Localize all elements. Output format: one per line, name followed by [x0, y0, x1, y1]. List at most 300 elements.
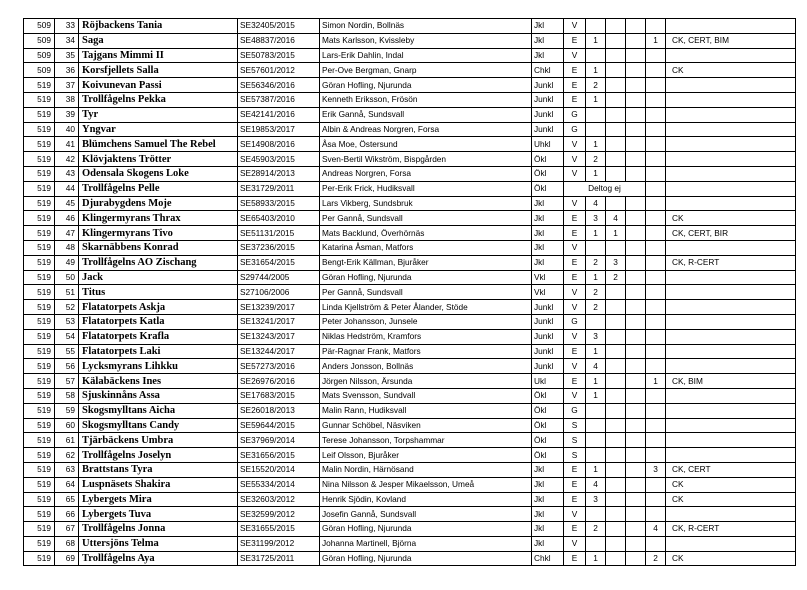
empty-cell: [626, 374, 646, 389]
show-class-cell: Jkl: [532, 211, 564, 226]
placement-cell: 1: [606, 226, 626, 241]
class-cell: 509: [24, 63, 55, 78]
placement-cell: [586, 240, 606, 255]
grade-cell: E: [564, 33, 586, 48]
catalog-number-cell: 50: [55, 270, 79, 285]
registration-cell: SE59644/2015: [238, 418, 320, 433]
catalog-number-cell: 47: [55, 226, 79, 241]
placement-cell: 2: [586, 152, 606, 167]
class-cell: 519: [24, 477, 55, 492]
placement-cell: 1: [586, 374, 606, 389]
placement-cell: [606, 300, 626, 315]
registration-cell: SE26976/2016: [238, 374, 320, 389]
class-cell: 519: [24, 388, 55, 403]
placement-cell: [606, 359, 626, 374]
grade-cell: E: [564, 344, 586, 359]
empty-cell: [626, 211, 646, 226]
best-of-sex-cell: 1: [646, 33, 666, 48]
table-row: [24, 314, 796, 329]
owner-cell: Simon Nordin, Bollnäs: [320, 19, 532, 34]
best-of-sex-cell: [646, 344, 666, 359]
owner-cell: Göran Hofling, Njurunda: [320, 551, 532, 566]
table-row: [24, 19, 796, 34]
catalog-number-cell: 63: [55, 462, 79, 477]
owner-cell: Lars Vikberg, Sundsbruk: [320, 196, 532, 211]
placement-cell: [586, 314, 606, 329]
grade-cell: E: [564, 374, 586, 389]
show-class-cell: Vkl: [532, 270, 564, 285]
owner-cell: Göran Hofling, Njurunda: [320, 522, 532, 537]
placement-cell: 1: [586, 551, 606, 566]
catalog-number-cell: 36: [55, 63, 79, 78]
table-row: [24, 403, 796, 418]
best-of-sex-cell: [646, 285, 666, 300]
catalog-number-cell: 62: [55, 448, 79, 463]
show-class-cell: Jkl: [532, 33, 564, 48]
empty-cell: [626, 240, 646, 255]
dog-name-cell: Luspnäsets Shakira: [79, 477, 238, 492]
placement-cell: [606, 285, 626, 300]
table-row: [24, 374, 796, 389]
placement-cell: [606, 551, 626, 566]
dog-name-cell: Trollfågelns AO Zischang: [79, 255, 238, 270]
placement-cell: [606, 314, 626, 329]
show-class-cell: Ökl: [532, 181, 564, 196]
registration-cell: SE31655/2015: [238, 522, 320, 537]
owner-cell: Kenneth Eriksson, Frösön: [320, 92, 532, 107]
grade-cell: V: [564, 166, 586, 181]
show-class-cell: Jkl: [532, 196, 564, 211]
registration-cell: SE65403/2010: [238, 211, 320, 226]
class-cell: 519: [24, 492, 55, 507]
placement-cell: 2: [586, 255, 606, 270]
class-cell: 519: [24, 536, 55, 551]
table-row: [24, 477, 796, 492]
show-class-cell: Junkl: [532, 122, 564, 137]
class-cell: 519: [24, 226, 55, 241]
grade-cell: V: [564, 536, 586, 551]
catalog-number-cell: 51: [55, 285, 79, 300]
class-cell: 519: [24, 255, 55, 270]
registration-cell: SE32603/2012: [238, 492, 320, 507]
show-class-cell: Ökl: [532, 403, 564, 418]
best-of-sex-cell: [646, 403, 666, 418]
table-row: [24, 181, 796, 196]
show-class-cell: Vkl: [532, 285, 564, 300]
dog-name-cell: Lybergets Mira: [79, 492, 238, 507]
table-row: [24, 522, 796, 537]
catalog-number-cell: 38: [55, 92, 79, 107]
placement-cell: [586, 403, 606, 418]
placement-cell: [606, 166, 626, 181]
placement-cell: [586, 122, 606, 137]
class-cell: 519: [24, 270, 55, 285]
placement-cell: 4: [586, 196, 606, 211]
registration-cell: SE48837/2016: [238, 33, 320, 48]
empty-cell: [626, 19, 646, 34]
class-cell: 519: [24, 152, 55, 167]
dog-name-cell: Saga: [79, 33, 238, 48]
catalog-number-cell: 46: [55, 211, 79, 226]
best-of-sex-cell: [646, 107, 666, 122]
award-cell: [666, 507, 796, 522]
best-of-sex-cell: [646, 329, 666, 344]
grade-cell: V: [564, 240, 586, 255]
grade-cell: V: [564, 388, 586, 403]
award-cell: [666, 300, 796, 315]
award-cell: [666, 240, 796, 255]
class-cell: 519: [24, 166, 55, 181]
class-cell: 519: [24, 433, 55, 448]
catalog-number-cell: 67: [55, 522, 79, 537]
placement-cell: 1: [586, 462, 606, 477]
dog-name-cell: Skogsmylltans Aicha: [79, 403, 238, 418]
empty-cell: [626, 536, 646, 551]
table-row: [24, 359, 796, 374]
owner-cell: Per Gannå, Sundsvall: [320, 211, 532, 226]
owner-cell: Albin & Andreas Norgren, Forsa: [320, 122, 532, 137]
dog-name-cell: Lybergets Tuva: [79, 507, 238, 522]
dog-name-cell: Tyr: [79, 107, 238, 122]
placement-cell: [606, 48, 626, 63]
class-cell: 519: [24, 462, 55, 477]
award-cell: [666, 388, 796, 403]
placement-cell: 4: [606, 211, 626, 226]
registration-cell: SE55334/2014: [238, 477, 320, 492]
class-cell: 519: [24, 92, 55, 107]
registration-cell: SE50783/2015: [238, 48, 320, 63]
show-class-cell: Junkl: [532, 329, 564, 344]
table-row: [24, 300, 796, 315]
placement-cell: 4: [586, 477, 606, 492]
empty-cell: [626, 255, 646, 270]
grade-cell: V: [564, 19, 586, 34]
best-of-sex-cell: 1: [646, 374, 666, 389]
owner-cell: Katarina Åsman, Matfors: [320, 240, 532, 255]
class-cell: 519: [24, 359, 55, 374]
dog-name-cell: Trollfågelns Pelle: [79, 181, 238, 196]
owner-cell: Bengt-Erik Källman, Bjuråker: [320, 255, 532, 270]
registration-cell: S29744/2005: [238, 270, 320, 285]
registration-cell: SE32599/2012: [238, 507, 320, 522]
registration-cell: SE57387/2016: [238, 92, 320, 107]
best-of-sex-cell: [646, 78, 666, 93]
placement-cell: [606, 92, 626, 107]
dog-name-cell: Titus: [79, 285, 238, 300]
award-cell: [666, 92, 796, 107]
table-row: [24, 152, 796, 167]
dog-name-cell: Jack: [79, 270, 238, 285]
show-class-cell: Jkl: [532, 226, 564, 241]
show-class-cell: Ökl: [532, 166, 564, 181]
table-row: [24, 285, 796, 300]
owner-cell: Sven-Bertil Wikström, Bispgården: [320, 152, 532, 167]
placement-cell: 1: [586, 137, 606, 152]
owner-cell: Per Gannå, Sundsvall: [320, 285, 532, 300]
placement-cell: [606, 19, 626, 34]
grade-cell: E: [564, 477, 586, 492]
placement-cell: 3: [586, 211, 606, 226]
dog-name-cell: Brattstans Tyra: [79, 462, 238, 477]
dog-name-cell: Skogsmylltans Candy: [79, 418, 238, 433]
class-cell: 519: [24, 344, 55, 359]
best-of-sex-cell: [646, 240, 666, 255]
empty-cell: [626, 196, 646, 211]
best-of-sex-cell: [646, 418, 666, 433]
class-cell: 519: [24, 122, 55, 137]
placement-cell: [606, 448, 626, 463]
owner-cell: Erik Gannå, Sundsvall: [320, 107, 532, 122]
placement-cell: 1: [586, 270, 606, 285]
award-cell: CK: [666, 211, 796, 226]
owner-cell: Josefin Gannå, Sundsvall: [320, 507, 532, 522]
placement-cell: 2: [586, 522, 606, 537]
registration-cell: SE31725/2011: [238, 551, 320, 566]
empty-cell: [626, 388, 646, 403]
owner-cell: Gunnar Schöbel, Näsviken: [320, 418, 532, 433]
grade-cell: G: [564, 314, 586, 329]
catalog-number-cell: 56: [55, 359, 79, 374]
table-row: [24, 240, 796, 255]
grade-cell: E: [564, 551, 586, 566]
placement-cell: [606, 522, 626, 537]
best-of-sex-cell: [646, 226, 666, 241]
dog-name-cell: Trollfågelns Jonna: [79, 522, 238, 537]
empty-cell: [626, 107, 646, 122]
dog-name-cell: Odensala Skogens Loke: [79, 166, 238, 181]
show-class-cell: Chkl: [532, 551, 564, 566]
placement-cell: 1: [586, 388, 606, 403]
dog-name-cell: Tajgans Mimmi II: [79, 48, 238, 63]
dog-name-cell: Skarnäbbens Konrad: [79, 240, 238, 255]
registration-cell: SE31656/2015: [238, 448, 320, 463]
placement-cell: [586, 536, 606, 551]
catalog-number-cell: 58: [55, 388, 79, 403]
class-cell: 519: [24, 137, 55, 152]
table-row: [24, 122, 796, 137]
placement-cell: [606, 240, 626, 255]
placement-cell: [606, 78, 626, 93]
show-class-cell: Ökl: [532, 418, 564, 433]
show-class-cell: Ukl: [532, 374, 564, 389]
show-class-cell: Junkl: [532, 78, 564, 93]
empty-cell: [626, 477, 646, 492]
owner-cell: Per-Erik Frick, Hudiksvall: [320, 181, 532, 196]
class-cell: 509: [24, 48, 55, 63]
best-of-sex-cell: 4: [646, 522, 666, 537]
catalog-number-cell: 53: [55, 314, 79, 329]
catalog-number-cell: 68: [55, 536, 79, 551]
best-of-sex-cell: [646, 300, 666, 315]
grade-cell: V: [564, 285, 586, 300]
best-of-sex-cell: [646, 137, 666, 152]
grade-cell: V: [564, 196, 586, 211]
award-cell: CK, CERT: [666, 462, 796, 477]
empty-cell: [626, 344, 646, 359]
registration-cell: SE51131/2015: [238, 226, 320, 241]
table-row: [24, 92, 796, 107]
placement-cell: [606, 196, 626, 211]
owner-cell: Lars-Erik Dahlin, Indal: [320, 48, 532, 63]
award-cell: [666, 78, 796, 93]
catalog-number-cell: 55: [55, 344, 79, 359]
table-row: [24, 492, 796, 507]
best-of-sex-cell: [646, 448, 666, 463]
empty-cell: [626, 300, 646, 315]
placement-cell: [606, 477, 626, 492]
placement-cell: 3: [586, 492, 606, 507]
grade-cell: E: [564, 63, 586, 78]
empty-cell: [626, 551, 646, 566]
award-cell: CK, CERT, BIR: [666, 226, 796, 241]
registration-cell: SE32405/2015: [238, 19, 320, 34]
registration-cell: SE31199/2012: [238, 536, 320, 551]
registration-cell: SE26018/2013: [238, 403, 320, 418]
placement-cell: [606, 33, 626, 48]
award-cell: [666, 270, 796, 285]
dog-name-cell: Trollfågelns Joselyn: [79, 448, 238, 463]
award-cell: CK: [666, 492, 796, 507]
registration-cell: SE13239/2017: [238, 300, 320, 315]
dog-name-cell: Trollfågelns Aya: [79, 551, 238, 566]
award-cell: [666, 314, 796, 329]
results-table: [23, 18, 796, 566]
placement-cell: 1: [586, 166, 606, 181]
catalog-number-cell: 66: [55, 507, 79, 522]
placement-cell: [606, 418, 626, 433]
owner-cell: Peter Johansson, Junsele: [320, 314, 532, 329]
best-of-sex-cell: 3: [646, 462, 666, 477]
registration-cell: SE56346/2016: [238, 78, 320, 93]
table-row: [24, 107, 796, 122]
empty-cell: [626, 418, 646, 433]
show-class-cell: Ökl: [532, 433, 564, 448]
show-class-cell: Jkl: [532, 522, 564, 537]
class-cell: 519: [24, 403, 55, 418]
award-cell: [666, 19, 796, 34]
catalog-number-cell: 61: [55, 433, 79, 448]
dog-name-cell: Flatatorpets Askja: [79, 300, 238, 315]
placement-cell: [606, 374, 626, 389]
award-cell: [666, 48, 796, 63]
dog-name-cell: Tjärbäckens Umbra: [79, 433, 238, 448]
class-cell: 519: [24, 314, 55, 329]
grade-cell: E: [564, 92, 586, 107]
award-cell: [666, 329, 796, 344]
placement-cell: [606, 329, 626, 344]
placement-cell: 3: [586, 329, 606, 344]
best-of-sex-cell: [646, 255, 666, 270]
catalog-number-cell: 49: [55, 255, 79, 270]
empty-cell: [626, 226, 646, 241]
award-cell: [666, 344, 796, 359]
empty-cell: [626, 462, 646, 477]
placement-cell: [606, 122, 626, 137]
catalog-number-cell: 35: [55, 48, 79, 63]
table-row: [24, 448, 796, 463]
table-row: [24, 388, 796, 403]
owner-cell: Mats Karlsson, Kvissleby: [320, 33, 532, 48]
empty-cell: [626, 33, 646, 48]
table-row: [24, 211, 796, 226]
registration-cell: SE28914/2013: [238, 166, 320, 181]
registration-cell: SE58933/2015: [238, 196, 320, 211]
award-cell: [666, 418, 796, 433]
dog-name-cell: Flatatorpets Katla: [79, 314, 238, 329]
catalog-number-cell: 42: [55, 152, 79, 167]
show-class-cell: Uhkl: [532, 137, 564, 152]
show-class-cell: Ökl: [532, 388, 564, 403]
best-of-sex-cell: [646, 270, 666, 285]
show-class-cell: Ökl: [532, 152, 564, 167]
table-row: [24, 196, 796, 211]
placement-cell: [586, 448, 606, 463]
owner-cell: Pär-Ragnar Frank, Matfors: [320, 344, 532, 359]
placement-cell: [606, 152, 626, 167]
award-cell: [666, 107, 796, 122]
owner-cell: Malin Rann, Hudiksvall: [320, 403, 532, 418]
placement-cell: [586, 19, 606, 34]
grade-cell: V: [564, 137, 586, 152]
class-cell: 519: [24, 211, 55, 226]
show-class-cell: Chkl: [532, 63, 564, 78]
class-cell: 519: [24, 507, 55, 522]
catalog-number-cell: 60: [55, 418, 79, 433]
owner-cell: Göran Hofling, Njurunda: [320, 270, 532, 285]
placement-cell: [586, 507, 606, 522]
award-cell: CK: [666, 63, 796, 78]
grade-cell: E: [564, 255, 586, 270]
grade-cell: E: [564, 462, 586, 477]
best-of-sex-cell: [646, 359, 666, 374]
placement-cell: 2: [586, 300, 606, 315]
grade-cell: S: [564, 418, 586, 433]
class-cell: 509: [24, 33, 55, 48]
show-class-cell: Ökl: [532, 448, 564, 463]
award-cell: [666, 122, 796, 137]
placement-cell: 1: [586, 92, 606, 107]
class-cell: 519: [24, 300, 55, 315]
best-of-sex-cell: [646, 536, 666, 551]
placement-cell: 1: [586, 226, 606, 241]
catalog-number-cell: 37: [55, 78, 79, 93]
dog-name-cell: Sjuskinnåns Assa: [79, 388, 238, 403]
dog-name-cell: Uttersjöns Telma: [79, 536, 238, 551]
show-class-cell: Jkl: [532, 462, 564, 477]
status-note-cell: Deltog ej: [564, 181, 646, 196]
class-cell: 519: [24, 418, 55, 433]
show-class-cell: Jkl: [532, 536, 564, 551]
award-cell: CK: [666, 477, 796, 492]
show-class-cell: Junkl: [532, 314, 564, 329]
results-rows: [24, 19, 796, 566]
registration-cell: SE17683/2015: [238, 388, 320, 403]
show-class-cell: Jkl: [532, 255, 564, 270]
placement-cell: [586, 48, 606, 63]
empty-cell: [626, 492, 646, 507]
best-of-sex-cell: [646, 211, 666, 226]
grade-cell: V: [564, 507, 586, 522]
grade-cell: V: [564, 329, 586, 344]
best-of-sex-cell: [646, 492, 666, 507]
grade-cell: E: [564, 492, 586, 507]
show-class-cell: Junkl: [532, 300, 564, 315]
registration-cell: SE42141/2016: [238, 107, 320, 122]
registration-cell: SE19853/2017: [238, 122, 320, 137]
class-cell: 519: [24, 374, 55, 389]
dog-name-cell: Blümchens Samuel The Rebel: [79, 137, 238, 152]
best-of-sex-cell: [646, 507, 666, 522]
